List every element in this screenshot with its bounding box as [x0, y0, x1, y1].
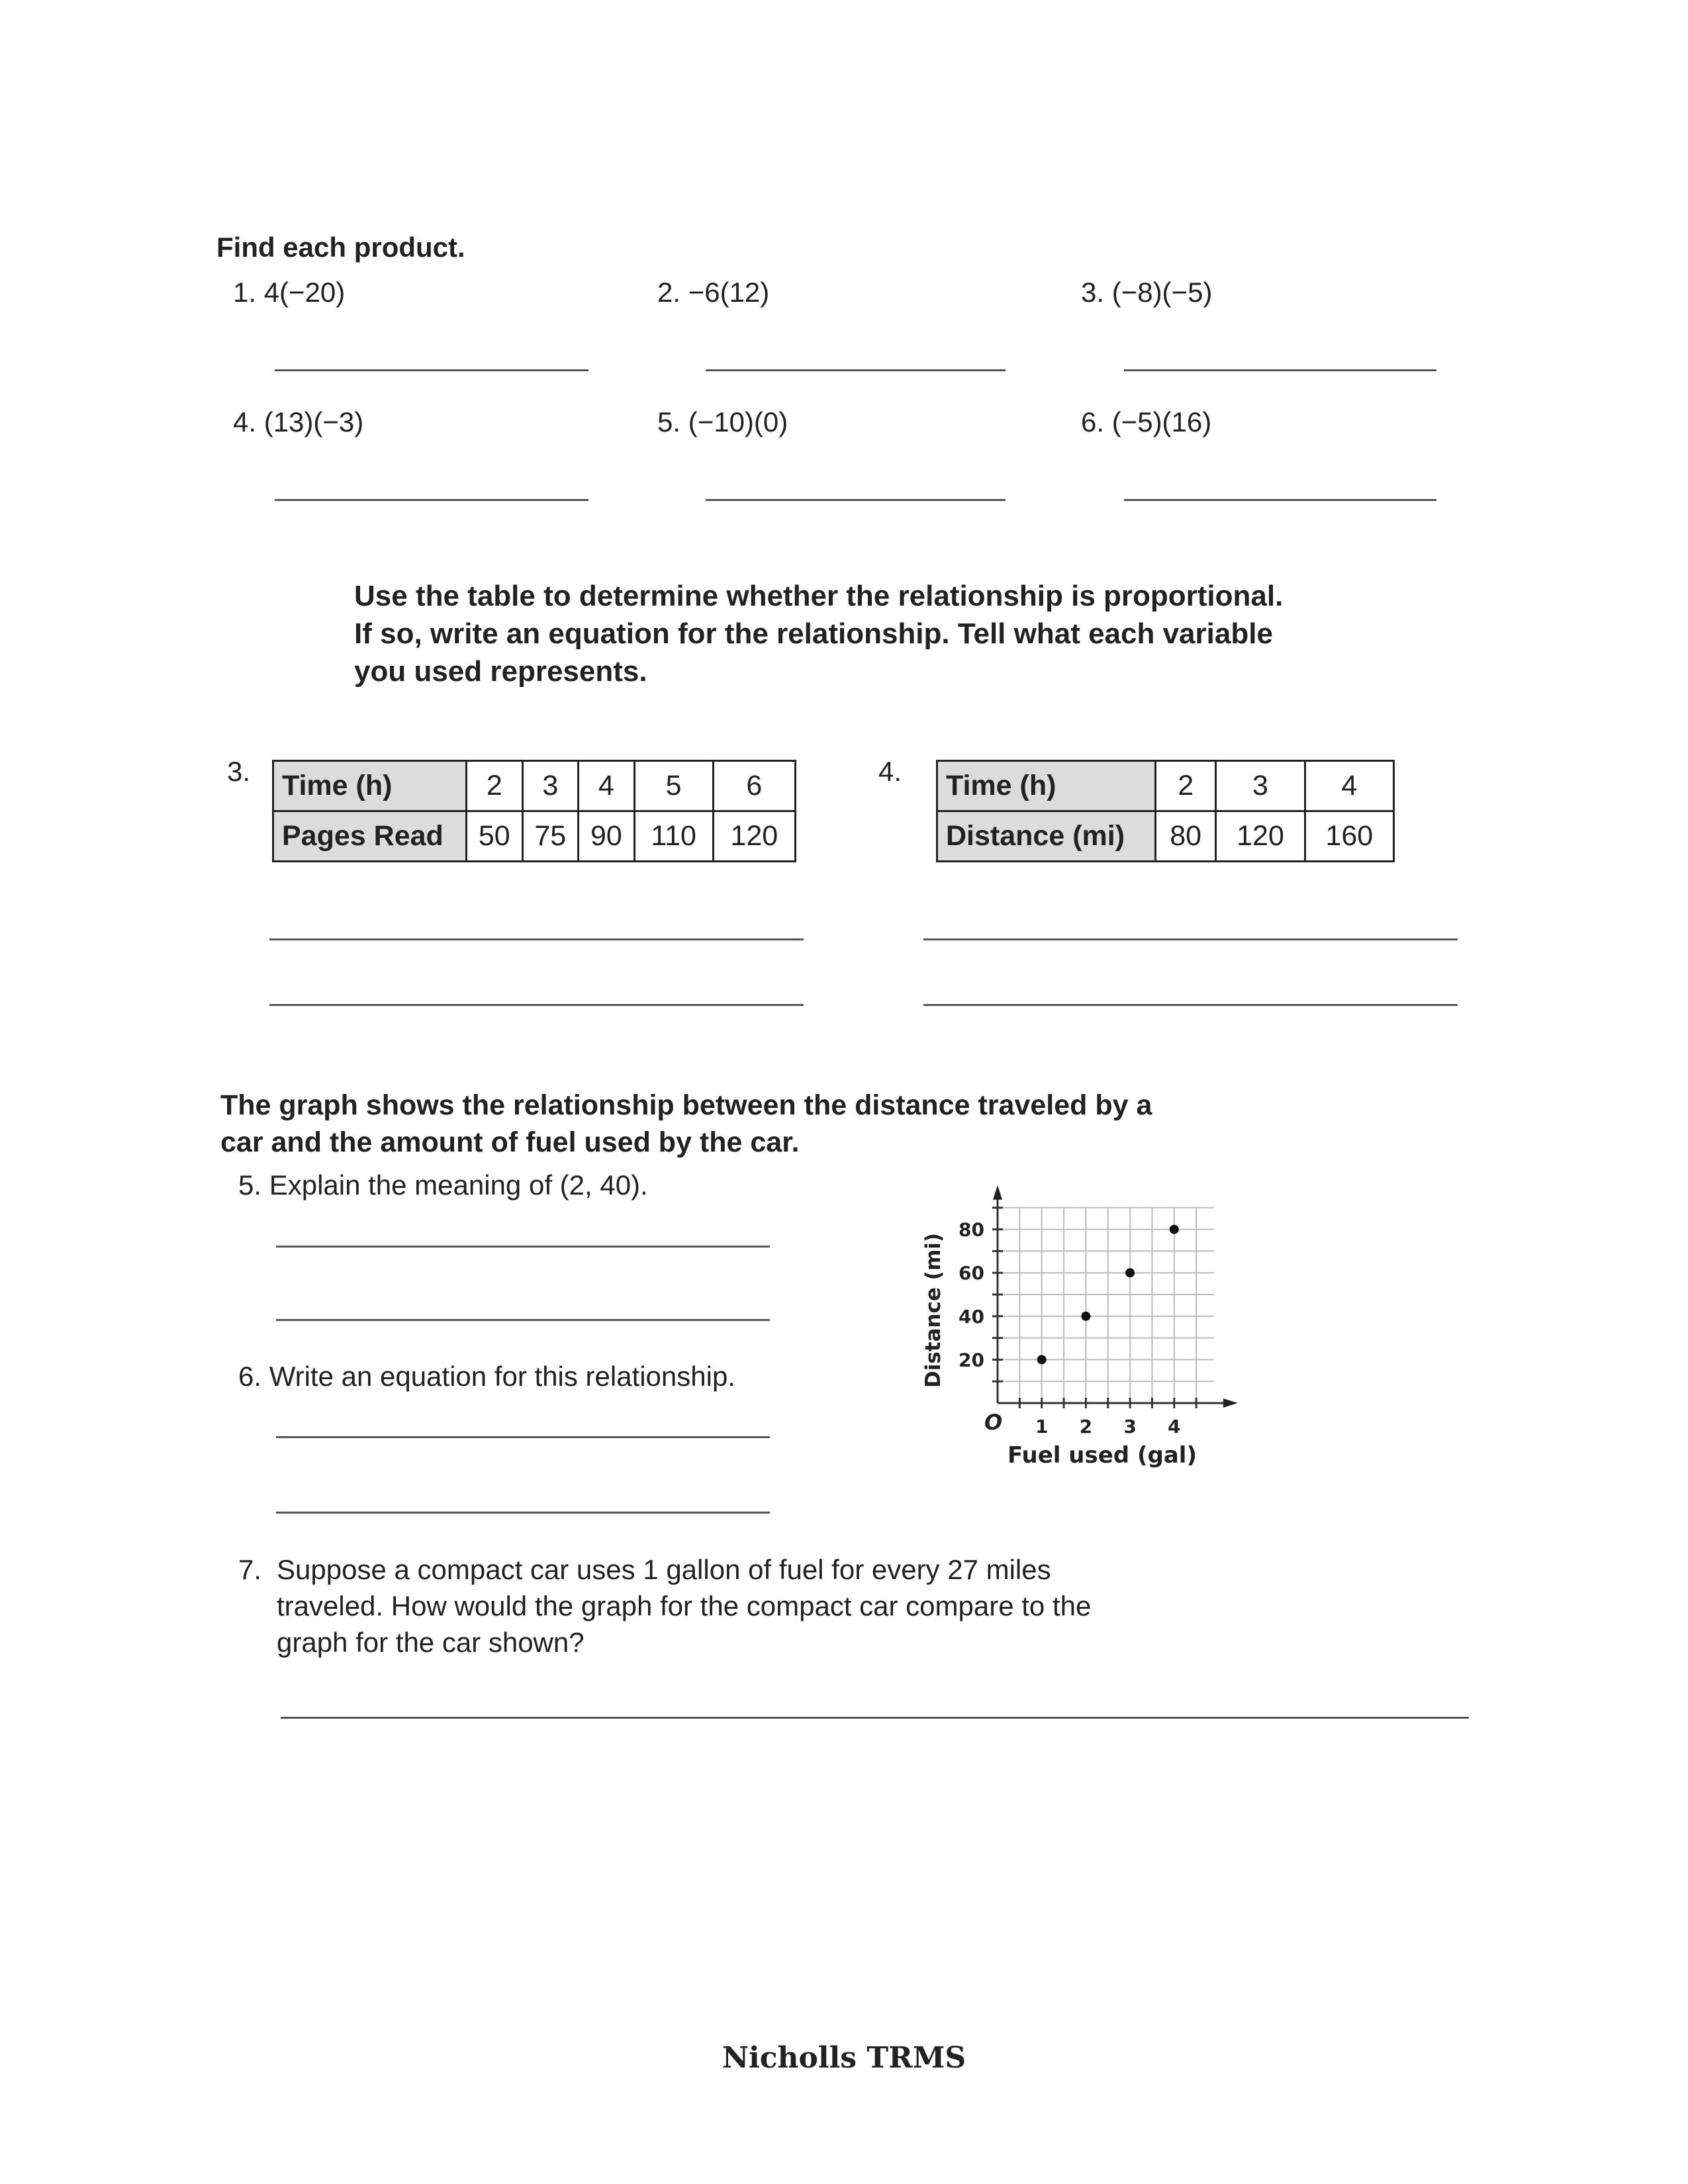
answer-line[interactable] [276, 1512, 770, 1514]
problem-expression: (−10)(0) [688, 406, 788, 437]
question-number: 5. [238, 1169, 262, 1201]
intro-line: The graph shows the relationship between the distance traveled by a [220, 1089, 1152, 1121]
problem-expression: (−5)(16) [1111, 406, 1212, 437]
x-axis-arrow-icon [1223, 1398, 1238, 1408]
table-3 [272, 760, 796, 862]
answer-line[interactable] [1124, 499, 1436, 501]
problem-4 [233, 406, 363, 438]
y-axis-label: Distance (mi) [921, 1232, 945, 1388]
table-cell: 5 [634, 761, 713, 811]
x-tick-label: 2 [1079, 1416, 1093, 1437]
row-header: Pages Read [273, 811, 467, 862]
table-cell: 120 [1216, 811, 1305, 862]
table-row [937, 811, 1394, 862]
problem-5 [657, 406, 788, 438]
instruction-line: Use the table to determine whether the relationship is proportional. [354, 580, 1284, 612]
answer-line[interactable] [923, 938, 1458, 940]
problem-expression: 4(−20) [263, 277, 346, 308]
answer-line[interactable] [276, 1319, 770, 1321]
table-row [937, 761, 1394, 811]
problem-number: 1. [233, 277, 257, 308]
answer-line[interactable] [276, 1436, 770, 1438]
table-cell: 2 [467, 761, 523, 811]
question-6 [238, 1361, 735, 1392]
row-header: Time (h) [273, 761, 467, 811]
problem-expression: (13)(−3) [263, 406, 364, 437]
table-cell: 75 [522, 811, 579, 862]
y-axis-arrow-icon [993, 1185, 1002, 1200]
x-tick-label: 3 [1123, 1416, 1137, 1437]
problem-2 [657, 277, 769, 308]
answer-line[interactable] [276, 1246, 770, 1248]
table-cell: 110 [634, 811, 713, 862]
question-text: Write an equation for this relationship. [269, 1361, 735, 1392]
distance-fuel-graph [907, 1178, 1251, 1482]
data-point [1170, 1225, 1179, 1234]
question-line: Suppose a compact car uses 1 gallon of fuel for every 27 miles [277, 1554, 1051, 1585]
question-7 [238, 1551, 1091, 1661]
question-line: traveled. How would the graph for the compact car compare to the [277, 1590, 1092, 1621]
section-heading: Find each product. [216, 232, 465, 263]
origin-label: O [984, 1410, 1003, 1435]
table-row [273, 811, 796, 862]
x-tick-label: 1 [1035, 1416, 1049, 1437]
x-axis-label: Fuel used (gal) [1008, 1442, 1197, 1469]
table-4 [936, 760, 1395, 862]
instruction-line: you used represents. [354, 655, 647, 688]
data-point [1037, 1355, 1047, 1364]
problem-1 [233, 277, 345, 308]
table-cell: 160 [1305, 811, 1393, 862]
table-cell: 120 [713, 811, 795, 862]
question-number: 6. [238, 1361, 262, 1392]
problem-number: 4. [233, 406, 257, 437]
problem-expression: (−8)(−5) [1111, 277, 1213, 308]
row-header: Time (h) [937, 761, 1156, 811]
problem-number: 3. [1081, 277, 1105, 308]
row-header: Distance (mi) [937, 811, 1156, 862]
answer-line[interactable] [275, 499, 588, 501]
table-cell: 3 [1216, 761, 1305, 811]
y-tick-label: 60 [959, 1262, 984, 1285]
data-point [1125, 1268, 1135, 1277]
x-tick-label: 4 [1168, 1416, 1181, 1437]
table-cell: 90 [579, 811, 635, 862]
answer-line[interactable] [281, 1717, 1469, 1719]
table-cell: 4 [579, 761, 635, 811]
answer-line[interactable] [269, 938, 804, 940]
question-number: 7. [238, 1554, 262, 1585]
table-row [273, 761, 796, 811]
intro-line: car and the amount of fuel used by the car. [220, 1126, 800, 1158]
answer-line[interactable] [275, 369, 588, 371]
answer-line[interactable] [923, 1004, 1458, 1006]
table-cell: 80 [1156, 811, 1216, 862]
problem-number: 6. [1081, 406, 1105, 437]
graph-intro [220, 1087, 1152, 1161]
instruction-line: If so, write an equation for the relationship. Tell what each variable [354, 617, 1273, 650]
table-cell: 50 [467, 811, 523, 862]
problem-expression: −6(12) [688, 277, 770, 308]
table-cell: 3 [522, 761, 579, 811]
question-text: Explain the meaning of (2, 40). [269, 1169, 648, 1201]
answer-line[interactable] [1124, 369, 1436, 371]
problem-number: 5. [657, 406, 681, 437]
problem-6 [1081, 406, 1211, 438]
y-tick-label: 20 [959, 1349, 984, 1371]
answer-line[interactable] [706, 369, 1006, 371]
problem-number: 2. [657, 277, 681, 308]
axes [992, 1185, 1238, 1408]
question-5 [238, 1169, 648, 1201]
y-tick-label: 80 [959, 1218, 984, 1241]
answer-line[interactable] [706, 499, 1006, 501]
grid [998, 1208, 1214, 1403]
table-4-number: 4. [878, 756, 902, 787]
instructions [354, 577, 1283, 690]
footer: Nicholls TRMS [722, 2041, 966, 2075]
answer-line[interactable] [269, 1004, 804, 1006]
table-cell: 2 [1156, 761, 1216, 811]
problem-3 [1081, 277, 1212, 308]
data-point [1081, 1312, 1090, 1321]
table-cell: 4 [1305, 761, 1393, 811]
y-tick-label: 40 [959, 1305, 984, 1328]
table-cell: 6 [713, 761, 795, 811]
question-line: graph for the car shown? [277, 1627, 585, 1658]
table-3-number: 3. [227, 756, 251, 787]
